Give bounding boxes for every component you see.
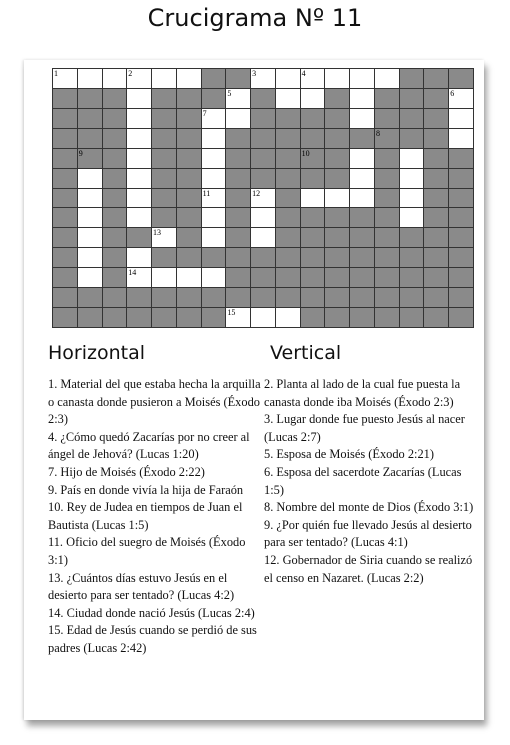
blocked-cell (103, 89, 127, 108)
answer-cell[interactable] (78, 228, 102, 247)
blocked-cell (424, 228, 448, 247)
clue-number: 1 (54, 69, 58, 78)
blocked-cell (276, 149, 300, 168)
clue-number: 4 (301, 69, 306, 78)
answer-cell[interactable] (152, 268, 176, 287)
blocked-cell (449, 169, 473, 188)
horizontal-clue: 14. Ciudad donde nació Jesús (Lucas 2:4) (48, 605, 255, 620)
blocked-cell (177, 169, 201, 188)
blocked-cell (78, 89, 102, 108)
blocked-cell (424, 109, 448, 128)
answer-cell[interactable] (78, 69, 102, 88)
blocked-cell (449, 308, 473, 327)
horizontal-clue: 10. Rey de Judea en tiempos de Juan el Bautista (Lucas 1:5) (48, 500, 243, 532)
answer-cell[interactable] (103, 69, 127, 88)
blocked-cell (152, 89, 176, 108)
blocked-cell (103, 109, 127, 128)
answer-cell[interactable] (251, 208, 275, 227)
clue-number: 2 (128, 69, 133, 78)
answer-cell[interactable] (202, 208, 226, 227)
blocked-cell (103, 308, 127, 327)
blocked-cell (53, 129, 77, 148)
clue-number: 8 (375, 128, 380, 138)
answer-cell[interactable] (301, 69, 325, 88)
blocked-cell (350, 208, 374, 227)
answer-cell[interactable] (375, 69, 399, 88)
answer-cell[interactable] (127, 149, 151, 168)
clue-number: 15 (227, 308, 236, 318)
blocked-cell (152, 189, 176, 208)
answer-cell[interactable] (400, 208, 424, 227)
blocked-cell (226, 189, 250, 208)
blocked-cell (375, 308, 399, 327)
clue-number: 9 (78, 148, 83, 158)
blocked-cell (325, 288, 349, 307)
blocked-cell (78, 109, 102, 128)
blocked-cell (375, 268, 399, 287)
answer-cell[interactable] (226, 109, 250, 128)
blocked-cell (103, 288, 127, 307)
clue-number: 7 (202, 108, 207, 118)
blocked-cell (424, 69, 448, 88)
blocked-cell (127, 228, 151, 247)
blocked-cell (177, 189, 201, 208)
blocked-cell (177, 288, 201, 307)
answer-cell[interactable] (202, 268, 226, 287)
blocked-cell (202, 308, 226, 327)
blocked-cell (325, 308, 349, 327)
answer-cell[interactable] (301, 189, 325, 208)
blocked-cell (103, 268, 127, 287)
vertical-clue: 3. Lugar donde fue puesto Jesús al nacer (Lucas 2:7) (264, 412, 465, 444)
blocked-cell (226, 149, 250, 168)
blocked-cell (276, 189, 300, 208)
answer-cell[interactable] (449, 89, 473, 108)
answer-cell[interactable] (202, 189, 226, 208)
blocked-cell (177, 208, 201, 227)
blocked-cell (103, 149, 127, 168)
blocked-cell (177, 149, 201, 168)
blocked-cell (424, 308, 448, 327)
blocked-cell (375, 149, 399, 168)
blocked-cell (276, 208, 300, 227)
blocked-cell (276, 129, 300, 148)
blocked-cell (251, 129, 275, 148)
horizontal-clue: 1. Material del que estaba hecha la arquilla o canasta donde pusieron a Moisés (Éxodo 2:3) (48, 377, 261, 427)
blocked-cell (226, 169, 250, 188)
blocked-cell (424, 288, 448, 307)
blocked-cell (375, 89, 399, 108)
answer-cell[interactable] (127, 248, 151, 267)
blocked-cell (301, 308, 325, 327)
blocked-cell (350, 129, 374, 148)
blocked-cell (375, 169, 399, 188)
blocked-cell (276, 169, 300, 188)
horizontal-clue: 4. ¿Cómo quedó Zacarías por no creer al ángel de Jehová? (Lucas 1:20) (48, 429, 250, 462)
blocked-cell (350, 228, 374, 247)
blocked-cell (449, 149, 473, 168)
vertical-clues (264, 376, 478, 587)
blocked-cell (375, 228, 399, 247)
blocked-cell (424, 169, 448, 188)
answer-cell[interactable] (127, 109, 151, 128)
blocked-cell (325, 129, 349, 148)
blocked-cell (177, 248, 201, 267)
blocked-cell (226, 129, 250, 148)
blocked-cell (53, 208, 77, 227)
blocked-cell (276, 288, 300, 307)
blocked-cell (152, 109, 176, 128)
answer-cell[interactable] (78, 169, 102, 188)
blocked-cell (301, 109, 325, 128)
vertical-clue: 5. Esposa de Moisés (Éxodo 2:21) (264, 447, 435, 462)
blocked-cell (127, 288, 151, 307)
vertical-clue: 6. Esposa del sacerdote Zacarías (Lucas 1:5) (264, 464, 462, 497)
answer-cell[interactable] (350, 149, 374, 168)
clue-number: 3 (252, 69, 257, 78)
answer-cell[interactable] (127, 189, 151, 208)
blocked-cell (251, 89, 275, 108)
clue-number: 11 (202, 188, 211, 198)
blocked-cell (449, 208, 473, 227)
blocked-cell (53, 248, 77, 267)
blocked-cell (78, 288, 102, 307)
crossword-grid (52, 68, 474, 328)
blocked-cell (53, 109, 77, 128)
blocked-cell (350, 248, 374, 267)
horizontal-clue: 7. Hijo de Moisés (Éxodo 2:22) (48, 464, 205, 479)
blocked-cell (400, 308, 424, 327)
answer-cell[interactable] (251, 228, 275, 247)
blocked-cell (177, 109, 201, 128)
horizontal-clue: 15. Edad de Jesús cuando se perdió de sus padres (Lucas 2:42) (48, 623, 257, 655)
blocked-cell (53, 169, 77, 188)
blocked-cell (53, 228, 77, 247)
answer-cell[interactable] (276, 308, 300, 327)
blocked-cell (78, 308, 102, 327)
answer-cell[interactable] (350, 109, 374, 128)
blocked-cell (152, 169, 176, 188)
blocked-cell (276, 268, 300, 287)
blocked-cell (301, 169, 325, 188)
blocked-cell (226, 288, 250, 307)
blocked-cell (177, 308, 201, 327)
answer-cell[interactable] (276, 89, 300, 108)
blocked-cell (152, 149, 176, 168)
blocked-cell (226, 69, 250, 88)
answer-cell[interactable] (127, 69, 151, 88)
blocked-cell (325, 89, 349, 108)
answer-cell[interactable] (325, 69, 349, 88)
blocked-cell (449, 69, 473, 88)
vertical-heading: Vertical (270, 342, 342, 364)
blocked-cell (103, 129, 127, 148)
blocked-cell (202, 248, 226, 267)
blocked-cell (152, 288, 176, 307)
answer-cell[interactable] (251, 189, 275, 208)
answer-cell[interactable] (301, 89, 325, 108)
blocked-cell (78, 129, 102, 148)
horizontal-clue: 9. País en donde vivía la hija de Faraón (48, 482, 244, 497)
blocked-cell (202, 89, 226, 108)
clue-number: 12 (252, 188, 261, 198)
blocked-cell (177, 89, 201, 108)
answer-cell[interactable] (78, 248, 102, 267)
blocked-cell (449, 268, 473, 287)
blocked-cell (103, 169, 127, 188)
answer-cell[interactable] (350, 169, 374, 188)
answer-cell[interactable] (350, 69, 374, 88)
blocked-cell (226, 208, 250, 227)
clue-number: 6 (450, 88, 455, 98)
blocked-cell (226, 268, 250, 287)
answer-cell[interactable] (400, 169, 424, 188)
blocked-cell (400, 268, 424, 287)
blocked-cell (375, 129, 399, 148)
blocked-cell (325, 169, 349, 188)
clue-number: 5 (227, 88, 232, 98)
answer-cell[interactable] (127, 208, 151, 227)
blocked-cell (276, 109, 300, 128)
answer-cell[interactable] (78, 189, 102, 208)
blocked-cell (53, 308, 77, 327)
answer-cell[interactable] (78, 208, 102, 227)
answer-cell[interactable] (276, 69, 300, 88)
blocked-cell (400, 288, 424, 307)
blocked-cell (276, 248, 300, 267)
answer-cell[interactable] (127, 129, 151, 148)
blocked-cell (152, 248, 176, 267)
blocked-cell (78, 149, 102, 168)
answer-cell[interactable] (127, 268, 151, 287)
horizontal-clue: 13. ¿Cuántos días estuvo Jesús en el desierto para ser tentado? (Lucas 4:2) (48, 570, 235, 603)
blocked-cell (251, 109, 275, 128)
answer-cell[interactable] (177, 268, 201, 287)
blocked-cell (53, 89, 77, 108)
answer-cell[interactable] (251, 308, 275, 327)
answer-cell[interactable] (78, 268, 102, 287)
blocked-cell (449, 228, 473, 247)
page-title: Crucigrama Nº 11 (147, 4, 363, 32)
answer-cell[interactable] (202, 169, 226, 188)
blocked-cell (301, 228, 325, 247)
blocked-cell (226, 248, 250, 267)
blocked-cell (350, 268, 374, 287)
blocked-cell (251, 268, 275, 287)
blocked-cell (375, 248, 399, 267)
blocked-cell (202, 288, 226, 307)
blocked-cell (424, 189, 448, 208)
horizontal-heading: Horizontal (48, 342, 146, 364)
vertical-clue: 9. ¿Por quién fue llevado Jesús al desierto para ser tentado? (Lucas 4:1) (264, 517, 472, 550)
answer-cell[interactable] (127, 89, 151, 108)
blocked-cell (301, 149, 325, 168)
blocked-cell (127, 308, 151, 327)
horizontal-clue: 11. Oficio del suegro de Moisés (Éxodo 3:1) (48, 535, 246, 567)
answer-cell[interactable] (325, 189, 349, 208)
blocked-cell (251, 288, 275, 307)
blocked-cell (251, 169, 275, 188)
answer-cell[interactable] (53, 69, 77, 88)
blocked-cell (301, 248, 325, 267)
answer-cell[interactable] (127, 169, 151, 188)
blocked-cell (424, 89, 448, 108)
answer-cell[interactable] (449, 129, 473, 148)
blocked-cell (375, 189, 399, 208)
clue-number: 10 (301, 148, 310, 158)
blocked-cell (152, 129, 176, 148)
answer-cell[interactable] (400, 189, 424, 208)
answer-cell[interactable] (202, 228, 226, 247)
blocked-cell (400, 109, 424, 128)
blocked-cell (400, 129, 424, 148)
blocked-cell (325, 248, 349, 267)
vertical-clue: 12. Gobernador de Siria cuando se realizó el censo en Nazaret. (Lucas 2:2) (264, 552, 473, 585)
clue-number: 14 (128, 268, 137, 278)
blocked-cell (53, 189, 77, 208)
blocked-cell (400, 228, 424, 247)
answer-cell[interactable] (226, 308, 250, 327)
blocked-cell (449, 288, 473, 307)
blocked-cell (103, 208, 127, 227)
answer-cell[interactable] (152, 228, 176, 247)
blocked-cell (103, 248, 127, 267)
answer-cell[interactable] (449, 109, 473, 128)
blocked-cell (424, 149, 448, 168)
blocked-cell (325, 149, 349, 168)
answer-cell[interactable] (350, 89, 374, 108)
answer-cell[interactable] (152, 69, 176, 88)
blocked-cell (424, 248, 448, 267)
blocked-cell (53, 149, 77, 168)
blocked-cell (350, 288, 374, 307)
blocked-cell (449, 189, 473, 208)
blocked-cell (375, 288, 399, 307)
blocked-cell (226, 228, 250, 247)
blocked-cell (350, 308, 374, 327)
blocked-cell (375, 109, 399, 128)
answer-cell[interactable] (251, 69, 275, 88)
answer-cell[interactable] (202, 109, 226, 128)
horizontal-clues (48, 376, 262, 658)
blocked-cell (301, 288, 325, 307)
blocked-cell (152, 308, 176, 327)
blocked-cell (276, 228, 300, 247)
blocked-cell (53, 288, 77, 307)
blocked-cell (202, 69, 226, 88)
blocked-cell (325, 268, 349, 287)
blocked-cell (400, 89, 424, 108)
answer-cell[interactable] (202, 129, 226, 148)
blocked-cell (53, 268, 77, 287)
answer-cell[interactable] (202, 149, 226, 168)
blocked-cell (177, 129, 201, 148)
answer-cell[interactable] (400, 149, 424, 168)
vertical-clue: 2. Planta al lado de la cual fue puesta la canasta donde iba Moisés (Éxodo 2:3) (264, 377, 461, 409)
blocked-cell (152, 208, 176, 227)
blocked-cell (325, 109, 349, 128)
blocked-cell (400, 248, 424, 267)
blocked-cell (103, 189, 127, 208)
blocked-cell (325, 208, 349, 227)
blocked-cell (449, 248, 473, 267)
blocked-cell (177, 228, 201, 247)
blocked-cell (301, 129, 325, 148)
blocked-cell (424, 129, 448, 148)
answer-cell[interactable] (177, 69, 201, 88)
blocked-cell (325, 228, 349, 247)
blocked-cell (103, 228, 127, 247)
blocked-cell (400, 69, 424, 88)
clue-number: 13 (153, 228, 162, 238)
blocked-cell (301, 208, 325, 227)
blocked-cell (251, 149, 275, 168)
blocked-cell (251, 248, 275, 267)
answer-cell[interactable] (350, 189, 374, 208)
blocked-cell (301, 268, 325, 287)
answer-cell[interactable] (226, 89, 250, 108)
vertical-clue: 8. Nombre del monte de Dios (Éxodo 3:1) (264, 500, 474, 515)
blocked-cell (424, 208, 448, 227)
blocked-cell (375, 208, 399, 227)
blocked-cell (424, 268, 448, 287)
